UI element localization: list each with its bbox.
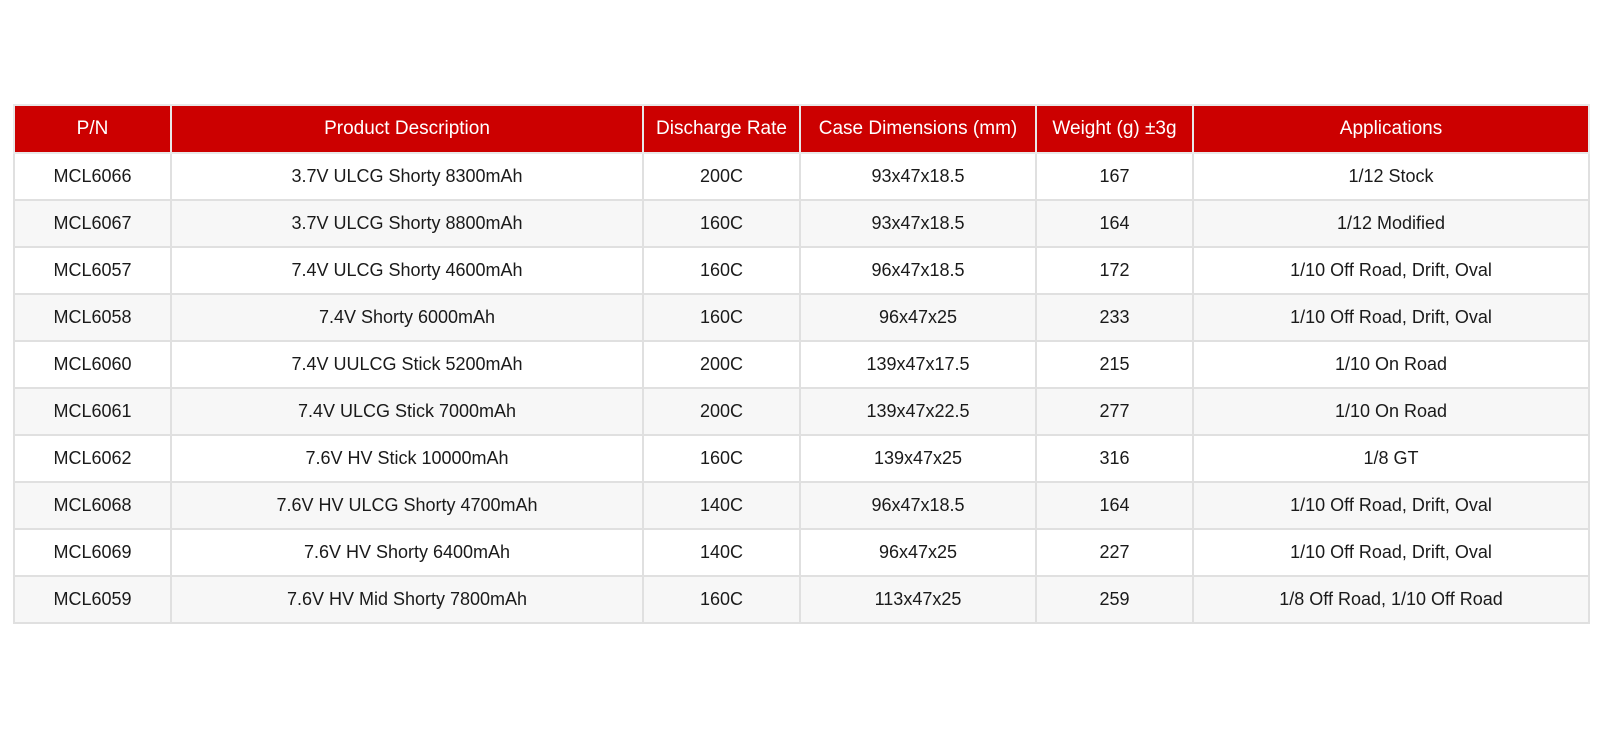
cell-part-number: MCL6068 <box>14 482 171 529</box>
cell-case-dimensions: 96x47x25 <box>800 529 1036 576</box>
cell-case-dimensions: 93x47x18.5 <box>800 153 1036 200</box>
cell-discharge-rate: 200C <box>643 341 800 388</box>
table-row <box>14 435 1589 482</box>
table-row <box>14 247 1589 294</box>
header-product-description: Product Description <box>171 105 643 153</box>
cell-part-number: MCL6066 <box>14 153 171 200</box>
product-table-container <box>13 104 1588 624</box>
battery-spec-table <box>13 104 1590 624</box>
cell-applications: 1/10 Off Road, Drift, Oval <box>1193 529 1589 576</box>
table-row <box>14 153 1589 200</box>
cell-product-description: 7.6V HV Shorty 6400mAh <box>171 529 643 576</box>
header-applications: Applications <box>1193 105 1589 153</box>
header-part-number: P/N <box>14 105 171 153</box>
cell-weight: 164 <box>1036 482 1193 529</box>
cell-weight: 215 <box>1036 341 1193 388</box>
cell-case-dimensions: 93x47x18.5 <box>800 200 1036 247</box>
cell-applications: 1/12 Stock <box>1193 153 1589 200</box>
cell-case-dimensions: 96x47x18.5 <box>800 482 1036 529</box>
cell-applications: 1/8 Off Road, 1/10 Off Road <box>1193 576 1589 623</box>
cell-case-dimensions: 139x47x25 <box>800 435 1036 482</box>
cell-case-dimensions: 96x47x18.5 <box>800 247 1036 294</box>
cell-applications: 1/10 On Road <box>1193 341 1589 388</box>
cell-product-description: 7.4V ULCG Shorty 4600mAh <box>171 247 643 294</box>
cell-weight: 227 <box>1036 529 1193 576</box>
cell-product-description: 7.4V ULCG Stick 7000mAh <box>171 388 643 435</box>
cell-product-description: 7.6V HV ULCG Shorty 4700mAh <box>171 482 643 529</box>
cell-product-description: 7.4V UULCG Stick 5200mAh <box>171 341 643 388</box>
cell-discharge-rate: 200C <box>643 388 800 435</box>
cell-part-number: MCL6057 <box>14 247 171 294</box>
table-row <box>14 482 1589 529</box>
cell-case-dimensions: 96x47x25 <box>800 294 1036 341</box>
cell-part-number: MCL6061 <box>14 388 171 435</box>
cell-part-number: MCL6069 <box>14 529 171 576</box>
cell-weight: 316 <box>1036 435 1193 482</box>
header-weight: Weight (g) ±3g <box>1036 105 1193 153</box>
cell-product-description: 7.6V HV Stick 10000mAh <box>171 435 643 482</box>
cell-weight: 277 <box>1036 388 1193 435</box>
table-row <box>14 576 1589 623</box>
cell-discharge-rate: 160C <box>643 435 800 482</box>
cell-discharge-rate: 160C <box>643 247 800 294</box>
cell-case-dimensions: 113x47x25 <box>800 576 1036 623</box>
cell-part-number: MCL6059 <box>14 576 171 623</box>
cell-weight: 233 <box>1036 294 1193 341</box>
cell-applications: 1/10 Off Road, Drift, Oval <box>1193 294 1589 341</box>
header-discharge-rate: Discharge Rate <box>643 105 800 153</box>
cell-part-number: MCL6058 <box>14 294 171 341</box>
cell-part-number: MCL6062 <box>14 435 171 482</box>
cell-applications: 1/12 Modified <box>1193 200 1589 247</box>
cell-applications: 1/10 On Road <box>1193 388 1589 435</box>
cell-applications: 1/10 Off Road, Drift, Oval <box>1193 482 1589 529</box>
header-row <box>14 105 1589 153</box>
table-body <box>14 153 1589 623</box>
table-row <box>14 529 1589 576</box>
table-row <box>14 341 1589 388</box>
cell-applications: 1/10 Off Road, Drift, Oval <box>1193 247 1589 294</box>
cell-product-description: 3.7V ULCG Shorty 8800mAh <box>171 200 643 247</box>
cell-discharge-rate: 160C <box>643 200 800 247</box>
cell-case-dimensions: 139x47x22.5 <box>800 388 1036 435</box>
cell-weight: 259 <box>1036 576 1193 623</box>
table-row <box>14 200 1589 247</box>
cell-discharge-rate: 140C <box>643 482 800 529</box>
cell-product-description: 3.7V ULCG Shorty 8300mAh <box>171 153 643 200</box>
cell-product-description: 7.6V HV Mid Shorty 7800mAh <box>171 576 643 623</box>
cell-weight: 172 <box>1036 247 1193 294</box>
cell-applications: 1/8 GT <box>1193 435 1589 482</box>
cell-weight: 164 <box>1036 200 1193 247</box>
table-row <box>14 294 1589 341</box>
cell-part-number: MCL6060 <box>14 341 171 388</box>
cell-part-number: MCL6067 <box>14 200 171 247</box>
table-header <box>14 105 1589 153</box>
cell-case-dimensions: 139x47x17.5 <box>800 341 1036 388</box>
cell-product-description: 7.4V Shorty 6000mAh <box>171 294 643 341</box>
cell-discharge-rate: 140C <box>643 529 800 576</box>
cell-weight: 167 <box>1036 153 1193 200</box>
cell-discharge-rate: 160C <box>643 576 800 623</box>
cell-discharge-rate: 160C <box>643 294 800 341</box>
cell-discharge-rate: 200C <box>643 153 800 200</box>
header-case-dimensions: Case Dimensions (mm) <box>800 105 1036 153</box>
table-row <box>14 388 1589 435</box>
